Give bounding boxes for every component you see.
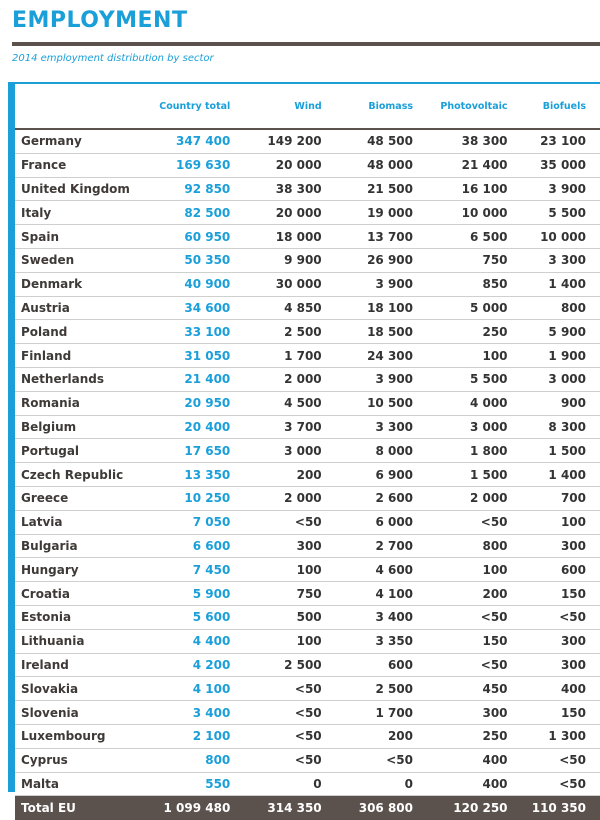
biomass-value: <50: [322, 748, 413, 772]
country-total: 17 650: [152, 439, 231, 463]
photovoltaic-value: 200: [413, 582, 508, 606]
country-total: 20 400: [152, 415, 231, 439]
biomass-value: 2 700: [322, 534, 413, 558]
biofuels-value: 5 500: [508, 201, 600, 225]
country-total: 6 600: [152, 534, 231, 558]
country-total: 92 850: [152, 177, 231, 201]
country-name: Netherlands: [15, 367, 152, 391]
country-name: Luxembourg: [15, 724, 152, 748]
country-name: Ireland: [15, 653, 152, 677]
country-name: Estonia: [15, 605, 152, 629]
country-name: Portugal: [15, 439, 152, 463]
country-name: Belgium: [15, 415, 152, 439]
country-name: Slovakia: [15, 677, 152, 701]
country-name: Malta: [15, 772, 152, 796]
country-total: 31 050: [152, 344, 231, 368]
photovoltaic-value: 10 000: [413, 201, 508, 225]
header-photovoltaic: Photovoltaic: [440, 100, 508, 112]
table-row: [15, 201, 600, 225]
photovoltaic-value: 750: [413, 248, 508, 272]
photovoltaic-value: 400: [413, 748, 508, 772]
biofuels-value: <50: [508, 605, 600, 629]
table-row: [15, 534, 600, 558]
biofuels-value: 900: [508, 391, 600, 415]
photovoltaic-value: 38 300: [413, 129, 508, 153]
biofuels-value: 150: [508, 582, 600, 606]
biofuels-value: 300: [508, 653, 600, 677]
total-wind-value: 314 350: [230, 796, 321, 820]
table-row: [15, 629, 600, 653]
country-name: United Kingdom: [15, 177, 152, 201]
biomass-value: 19 000: [322, 201, 413, 225]
biofuels-value: 1 300: [508, 724, 600, 748]
table-row: [15, 605, 600, 629]
page-title: EMPLOYMENT: [12, 8, 188, 33]
wind-value: 2 500: [230, 653, 321, 677]
photovoltaic-value: 4 000: [413, 391, 508, 415]
biofuels-value: 100: [508, 510, 600, 534]
wind-value: 18 000: [230, 225, 321, 249]
biofuels-value: 800: [508, 296, 600, 320]
country-total: 5 600: [152, 605, 231, 629]
country-name: Hungary: [15, 558, 152, 582]
header-wind: Wind: [294, 100, 322, 112]
table-row: [15, 320, 600, 344]
left-accent-bar: [8, 82, 15, 792]
biomass-value: 48 500: [322, 129, 413, 153]
photovoltaic-value: 150: [413, 629, 508, 653]
country-name: Italy: [15, 201, 152, 225]
biomass-value: 3 900: [322, 367, 413, 391]
biomass-value: 600: [322, 653, 413, 677]
header-biomass: Biomass: [368, 100, 414, 112]
table-row: [15, 558, 600, 582]
wind-value: 4 850: [230, 296, 321, 320]
country-name: Denmark: [15, 272, 152, 296]
wind-value: 100: [230, 558, 321, 582]
table-row: [15, 296, 600, 320]
photovoltaic-value: 100: [413, 344, 508, 368]
table-row: [15, 582, 600, 606]
table-row: [15, 367, 600, 391]
table-row: [15, 701, 600, 725]
biomass-value: 8 000: [322, 439, 413, 463]
biofuels-value: 700: [508, 486, 600, 510]
table-row: [15, 463, 600, 487]
wind-value: 149 200: [230, 129, 321, 153]
table-row: [15, 439, 600, 463]
country-name: Sweden: [15, 248, 152, 272]
biofuels-value: 300: [508, 629, 600, 653]
biomass-value: 3 300: [322, 415, 413, 439]
table-row: [15, 177, 600, 201]
biofuels-value: 1 900: [508, 344, 600, 368]
country-name: Lithuania: [15, 629, 152, 653]
total-photovoltaic-value: 120 250: [413, 796, 508, 820]
wind-value: 4 500: [230, 391, 321, 415]
biomass-value: 3 350: [322, 629, 413, 653]
wind-value: 20 000: [230, 201, 321, 225]
wind-value: 0: [230, 772, 321, 796]
employment-table: [15, 84, 600, 820]
photovoltaic-value: 850: [413, 272, 508, 296]
photovoltaic-value: 300: [413, 701, 508, 725]
wind-value: 30 000: [230, 272, 321, 296]
biomass-value: 48 000: [322, 153, 413, 177]
title-divider: [12, 42, 600, 46]
table-row: [15, 653, 600, 677]
biomass-value: 200: [322, 724, 413, 748]
table-subtitle: 2014 employment distribution by sector: [12, 53, 214, 64]
table-row: [15, 344, 600, 368]
photovoltaic-value: 5 500: [413, 367, 508, 391]
table-row: [15, 510, 600, 534]
country-name: Germany: [15, 129, 152, 153]
biomass-value: 6 000: [322, 510, 413, 534]
country-total: 800: [152, 748, 231, 772]
country-total: 4 100: [152, 677, 231, 701]
country-total: 34 600: [152, 296, 231, 320]
photovoltaic-value: 16 100: [413, 177, 508, 201]
country-total: 20 950: [152, 391, 231, 415]
biomass-value: 24 300: [322, 344, 413, 368]
country-total: 7 050: [152, 510, 231, 534]
biofuels-value: 3 000: [508, 367, 600, 391]
biomass-value: 4 600: [322, 558, 413, 582]
biofuels-value: 1 400: [508, 463, 600, 487]
country-total: 21 400: [152, 367, 231, 391]
country-total: 169 630: [152, 153, 231, 177]
header-country-total: Country total: [159, 100, 231, 112]
photovoltaic-value: 400: [413, 772, 508, 796]
country-name: Latvia: [15, 510, 152, 534]
biomass-value: 10 500: [322, 391, 413, 415]
biofuels-value: 300: [508, 534, 600, 558]
country-total: 40 900: [152, 272, 231, 296]
total-country-total: 1 099 480: [152, 796, 231, 820]
country-name: Czech Republic: [15, 463, 152, 487]
country-name: Spain: [15, 225, 152, 249]
country-name: Romania: [15, 391, 152, 415]
biofuels-value: 3 900: [508, 177, 600, 201]
country-name: Bulgaria: [15, 534, 152, 558]
table-header-row: [15, 84, 600, 129]
country-name: Greece: [15, 486, 152, 510]
table-row: [15, 677, 600, 701]
biomass-value: 0: [322, 772, 413, 796]
biomass-value: 3 400: [322, 605, 413, 629]
photovoltaic-value: <50: [413, 653, 508, 677]
biofuels-value: 35 000: [508, 153, 600, 177]
table-row: [15, 486, 600, 510]
wind-value: 3 000: [230, 439, 321, 463]
header-biofuels: Biofuels: [542, 100, 586, 112]
biofuels-value: 600: [508, 558, 600, 582]
biomass-value: 2 600: [322, 486, 413, 510]
biofuels-value: 1 400: [508, 272, 600, 296]
photovoltaic-value: 450: [413, 677, 508, 701]
wind-value: <50: [230, 677, 321, 701]
biofuels-value: 150: [508, 701, 600, 725]
country-total: 4 200: [152, 653, 231, 677]
photovoltaic-value: 1 500: [413, 463, 508, 487]
country-total: 550: [152, 772, 231, 796]
photovoltaic-value: 250: [413, 724, 508, 748]
photovoltaic-value: 1 800: [413, 439, 508, 463]
biofuels-value: 1 500: [508, 439, 600, 463]
wind-value: 2 000: [230, 367, 321, 391]
wind-value: 100: [230, 629, 321, 653]
country-total: 33 100: [152, 320, 231, 344]
country-total: 50 350: [152, 248, 231, 272]
country-total: 82 500: [152, 201, 231, 225]
biomass-value: 4 100: [322, 582, 413, 606]
table-row: [15, 415, 600, 439]
country-total: 4 400: [152, 629, 231, 653]
wind-value: 2 500: [230, 320, 321, 344]
photovoltaic-value: 5 000: [413, 296, 508, 320]
photovoltaic-value: 800: [413, 534, 508, 558]
country-total: 60 950: [152, 225, 231, 249]
table-row: [15, 248, 600, 272]
country-total: 2 100: [152, 724, 231, 748]
total-row: [15, 796, 600, 820]
wind-value: 38 300: [230, 177, 321, 201]
country-total: 10 250: [152, 486, 231, 510]
biofuels-value: 400: [508, 677, 600, 701]
wind-value: 2 000: [230, 486, 321, 510]
table-row: [15, 391, 600, 415]
wind-value: <50: [230, 701, 321, 725]
country-name: Slovenia: [15, 701, 152, 725]
country-name: Poland: [15, 320, 152, 344]
wind-value: 20 000: [230, 153, 321, 177]
wind-value: 750: [230, 582, 321, 606]
country-total: 7 450: [152, 558, 231, 582]
country-name: Croatia: [15, 582, 152, 606]
photovoltaic-value: 21 400: [413, 153, 508, 177]
country-name: France: [15, 153, 152, 177]
table-row: [15, 272, 600, 296]
wind-value: <50: [230, 724, 321, 748]
country-total: 13 350: [152, 463, 231, 487]
biomass-value: 21 500: [322, 177, 413, 201]
header-country: [15, 84, 152, 129]
biomass-value: 26 900: [322, 248, 413, 272]
table-row: [15, 772, 600, 796]
wind-value: 1 700: [230, 344, 321, 368]
photovoltaic-value: 250: [413, 320, 508, 344]
table-row: [15, 153, 600, 177]
country-name: Austria: [15, 296, 152, 320]
biofuels-value: <50: [508, 772, 600, 796]
country-total: 3 400: [152, 701, 231, 725]
biofuels-value: 8 300: [508, 415, 600, 439]
wind-value: 3 700: [230, 415, 321, 439]
photovoltaic-value: <50: [413, 605, 508, 629]
wind-value: <50: [230, 510, 321, 534]
wind-value: 300: [230, 534, 321, 558]
country-total: 347 400: [152, 129, 231, 153]
biomass-value: 18 100: [322, 296, 413, 320]
photovoltaic-value: <50: [413, 510, 508, 534]
photovoltaic-value: 2 000: [413, 486, 508, 510]
table-row: [15, 724, 600, 748]
wind-value: 9 900: [230, 248, 321, 272]
total-biomass-value: 306 800: [322, 796, 413, 820]
total-label: Total EU: [15, 796, 152, 820]
wind-value: <50: [230, 748, 321, 772]
table-row: [15, 225, 600, 249]
wind-value: 200: [230, 463, 321, 487]
biomass-value: 18 500: [322, 320, 413, 344]
wind-value: 500: [230, 605, 321, 629]
biomass-value: 1 700: [322, 701, 413, 725]
biomass-value: 3 900: [322, 272, 413, 296]
biofuels-value: 5 900: [508, 320, 600, 344]
country-name: Cyprus: [15, 748, 152, 772]
country-name: Finland: [15, 344, 152, 368]
biofuels-value: <50: [508, 748, 600, 772]
photovoltaic-value: 100: [413, 558, 508, 582]
table-row: [15, 129, 600, 153]
table-row: [15, 748, 600, 772]
biofuels-value: 23 100: [508, 129, 600, 153]
biomass-value: 13 700: [322, 225, 413, 249]
photovoltaic-value: 3 000: [413, 415, 508, 439]
photovoltaic-value: 6 500: [413, 225, 508, 249]
total-biofuels-value: 110 350: [508, 796, 600, 820]
country-total: 5 900: [152, 582, 231, 606]
biomass-value: 6 900: [322, 463, 413, 487]
biomass-value: 2 500: [322, 677, 413, 701]
biofuels-value: 3 300: [508, 248, 600, 272]
biofuels-value: 10 000: [508, 225, 600, 249]
